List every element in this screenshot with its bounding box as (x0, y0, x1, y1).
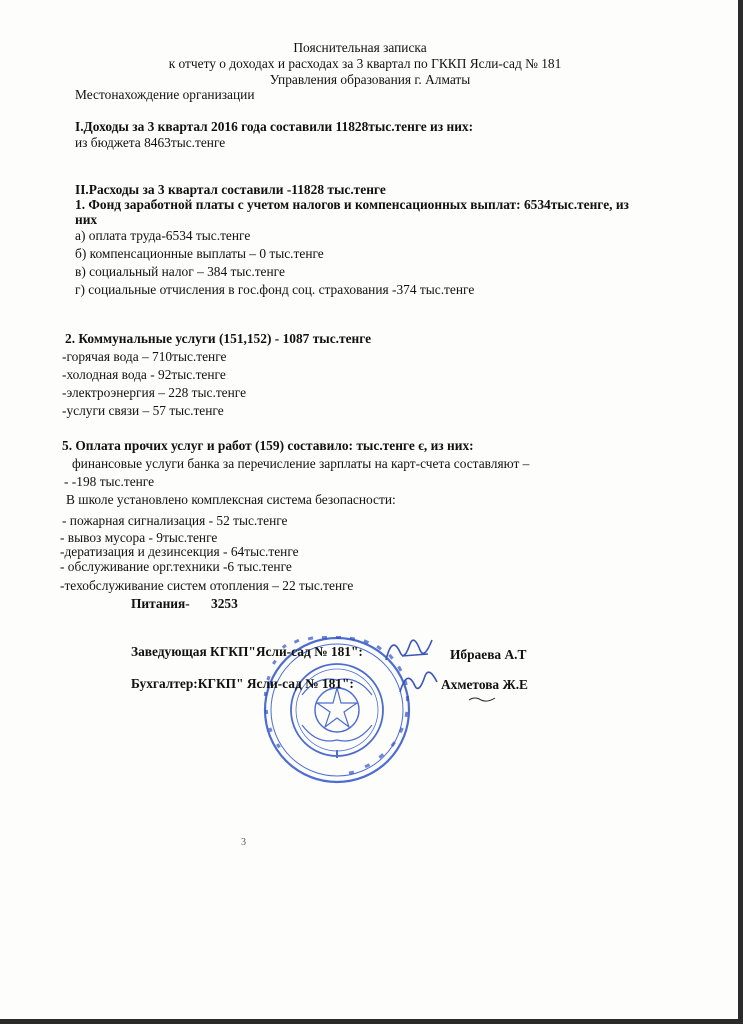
utilities-item: -холодная вода - 92тыс.тенге (62, 367, 226, 382)
page-number: 3 (241, 837, 246, 848)
location-label: Местонахождение организации (75, 87, 255, 102)
utilities-item: -услуги связи – 57 тыс.тенге (62, 403, 224, 418)
food-value: 3253 (211, 596, 238, 611)
income-heading: I.Доходы за 3 квартал 2016 года составили 11828тыс.тенге из них: (75, 119, 474, 134)
initials-mark (467, 694, 497, 704)
expenses-heading: II.Расходы за 3 квартал составили -11828 тыс.тенге (75, 182, 386, 197)
accountant-signature (395, 660, 445, 700)
income-budget: из бюджета 8463тыс.тенге (75, 135, 226, 150)
head-name: Ибраева А.Т (450, 647, 527, 662)
payroll-heading-continued: них (75, 212, 98, 227)
payroll-item: г) социальные отчисления в гос.фонд соц. страхования -374 тыс.тенге (75, 282, 475, 297)
bank-fee-line: финансовые услуги банка за перечисление зарплаты на карт-счета составляют – (72, 456, 530, 471)
scan-edge-right (738, 0, 743, 1024)
payroll-heading: 1. Фонд заработной платы с учетом налогов и компенсационных выплат: 6534тыс.тенге, из (75, 197, 629, 212)
utilities-item: -электроэнергия – 228 тыс.тенге (62, 385, 247, 400)
other-services-heading: 5. Оплата прочих услуг и работ (159) составило: тыс.тенге є, из них: (62, 438, 474, 453)
other-service-item: -дератизация и дезинсекция - 64тыс.тенге (60, 544, 299, 559)
accountant-role: Бухгалтер:КГКП" Ясли-сад № 181": (131, 676, 354, 691)
utilities-heading: 2. Коммунальные услуги (151,152) - 1087 тыс.тенге (65, 331, 372, 346)
security-intro: В школе установлено комплексная система безопасности: (66, 492, 396, 507)
payroll-item: а) оплата труда-6534 тыс.тенге (75, 228, 251, 243)
head-role: Заведующая КГКП"Ясли-сад № 181": (131, 644, 363, 659)
document-title: Пояснительная записка (293, 40, 427, 55)
other-service-item: - пожарная сигнализация - 52 тыс.тенге (62, 513, 288, 528)
payroll-item: в) социальный налог – 384 тыс.тенге (75, 264, 285, 279)
department-name: Управления образования г. Алматы (269, 72, 471, 87)
bank-fee-value: - -198 тыс.тенге (64, 474, 155, 489)
other-service-item: - обслуживание орг.техники -6 тыс.тенге (60, 559, 292, 574)
payroll-item: б) компенсационные выплаты – 0 тыс.тенге (75, 246, 324, 261)
food-label: Питания- (131, 596, 190, 611)
accountant-name: Ахметова Ж.Е (441, 677, 528, 692)
other-service-item: - вывоз мусора - 9тыс.тенге (60, 530, 218, 545)
utilities-item: -горячая вода – 710тыс.тенге (62, 349, 227, 364)
other-service-item: -техобслуживание систем отопления – 22 тыс.тенге (60, 578, 354, 593)
document-subtitle: к отчету о доходах и расходах за 3 квартал по ГККП Ясли-сад № 181 (168, 56, 562, 71)
scan-edge-bottom (0, 1019, 743, 1024)
